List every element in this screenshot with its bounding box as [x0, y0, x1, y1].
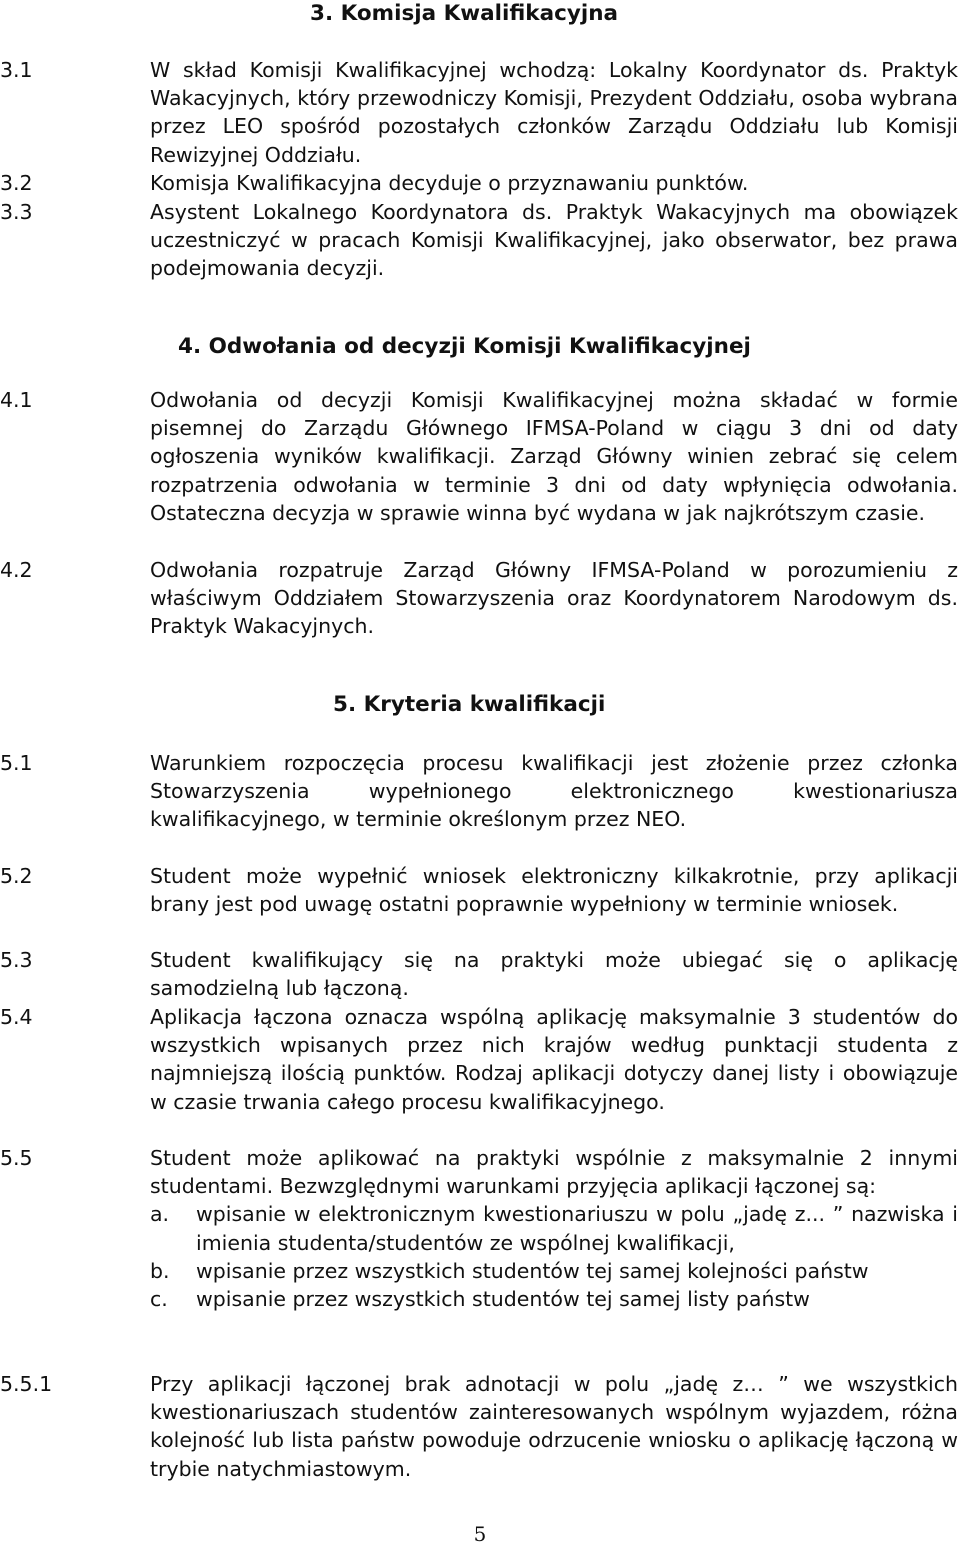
clause-text: Przy aplikacji łączonej brak adnotacji w polu „jadę z… ” we wszystkich kwestionariuszach studentów zainteresowanych wspólnym wyjazdem, różna kolejność lub lista państw powoduje odrzucenie wniosku o aplikację łączoną w trybie natychmiastowym.	[150, 1372, 958, 1481]
clause-text: Student kwalifikujący się na praktyki może ubiegać się o aplikację samodzielną lub łączoną.	[150, 948, 958, 1001]
section-4-heading: 4. Odwołania od decyzji Komisji Kwalifikacyjnej	[178, 334, 751, 359]
sub-item-b	[150, 1257, 958, 1285]
clause-number: 5.2	[0, 864, 33, 888]
page-number: 5	[473, 1522, 487, 1546]
sub-item-a	[150, 1200, 958, 1256]
clause-number: 4.2	[0, 558, 33, 582]
clause-4-1	[0, 386, 958, 527]
clause-text: Aplikacja łączona oznacza wspólną aplikację maksymalnie 3 studentów do wszystkich wpisanych przez nich krajów według punktacji studenta z najmniejszą ilością punktów. Rodzaj aplikacji dotyczy danej listy i obowiązuje w czasie trwania całego procesu kwalifikacyjnego.	[150, 1005, 958, 1114]
sub-item-text: wpisanie przez wszystkich studentów tej samej kolejności państw	[196, 1258, 869, 1283]
clause-number: 5.3	[0, 948, 33, 972]
clause-5-2	[0, 862, 958, 918]
clause-5-3	[0, 946, 958, 1002]
clause-number: 5.5	[0, 1146, 33, 1170]
clause-text: Warunkiem rozpoczęcia procesu kwalifikacji jest złożenie przez członka Stowarzyszenia wypełnionego elektronicznego kwestionariusza kwalifikacyjnego, w terminie określonym przez NEO.	[150, 751, 958, 832]
clause-number: 5.5.1	[0, 1372, 53, 1396]
sub-item-letter: c.	[150, 1287, 168, 1312]
clause-text: Student może aplikować na praktyki wspólnie z maksymalnie 2 innymi studentami. Bezwzględnymi warunkami przyjęcia aplikacji łączonej są:	[150, 1146, 958, 1199]
clause-5-4	[0, 1003, 958, 1116]
clause-3-2	[0, 169, 958, 197]
clause-4-2	[0, 556, 958, 641]
clause-5-1	[0, 749, 958, 834]
clause-text: Student może wypełnić wniosek elektroniczny kilkakrotnie, przy aplikacji brany jest pod uwagę ostatni poprawnie wypełniony w terminie wniosek.	[150, 864, 958, 917]
section-5-heading: 5. Kryteria kwalifikacji	[333, 692, 606, 717]
clause-number: 3.2	[0, 171, 33, 195]
sub-item-c	[150, 1285, 958, 1313]
clause-3-1	[0, 56, 958, 169]
clause-number: 4.1	[0, 388, 33, 412]
sub-item-text: wpisanie przez wszystkich studentów tej samej listy państw	[196, 1287, 810, 1312]
clause-number: 5.1	[0, 751, 33, 775]
clause-number: 3.3	[0, 200, 33, 224]
clause-number: 5.4	[0, 1005, 33, 1029]
clause-text: Komisja Kwalifikacyjna decyduje o przyznawaniu punktów.	[150, 171, 749, 195]
clause-text: Odwołania rozpatruje Zarząd Główny IFMSA-Poland w porozumieniu z właściwym Oddziałem Stowarzyszenia oraz Koordynatorem Narodowym ds. Praktyk Wakacyjnych.	[150, 558, 958, 639]
clause-5-5	[0, 1144, 958, 1313]
clause-text: W skład Komisji Kwalifikacyjnej wchodzą: Lokalny Koordynator ds. Praktyk Wakacyjnych, który przewodniczy Komisji, Prezydent Oddziału, osoba wybrana przez LEO spośród pozostałych członków Zarządu Oddziału lub Komisji Rewizyjnej Oddziału.	[150, 58, 958, 167]
clause-number: 3.1	[0, 58, 33, 82]
sub-item-letter: b.	[150, 1258, 170, 1283]
clause-text: Odwołania od decyzji Komisji Kwalifikacyjnej można składać w formie pisemnej do Zarządu Głównego IFMSA-Poland w ciągu 3 dni od daty ogłoszenia wyników kwalifikacji. Zarząd Główny winien zebrać się celem rozpatrzenia odwołania w terminie 3 dni od daty wpłynięcia odwołania. Ostateczna decyzja w sprawie winna być wydana w jak najkrótszym czasie.	[150, 388, 958, 525]
sub-item-letter: a.	[150, 1202, 170, 1227]
clause-text: Asystent Lokalnego Koordynatora ds. Praktyk Wakacyjnych ma obowiązek uczestniczyć w pracach Komisji Kwalifikacyjnej, jako obserwator, bez prawa podejmowania decyzji.	[150, 200, 958, 281]
clause-3-3	[0, 198, 958, 283]
section-3-heading: 3. Komisja Kwalifikacyjna	[310, 1, 619, 26]
clause-5-5-1	[0, 1370, 958, 1483]
sub-item-text: wpisanie w elektronicznym kwestionariuszu w polu „jadę z... ” nazwiska i imienia studenta/studentów ze wspólnej kwalifikacji,	[196, 1202, 958, 1255]
